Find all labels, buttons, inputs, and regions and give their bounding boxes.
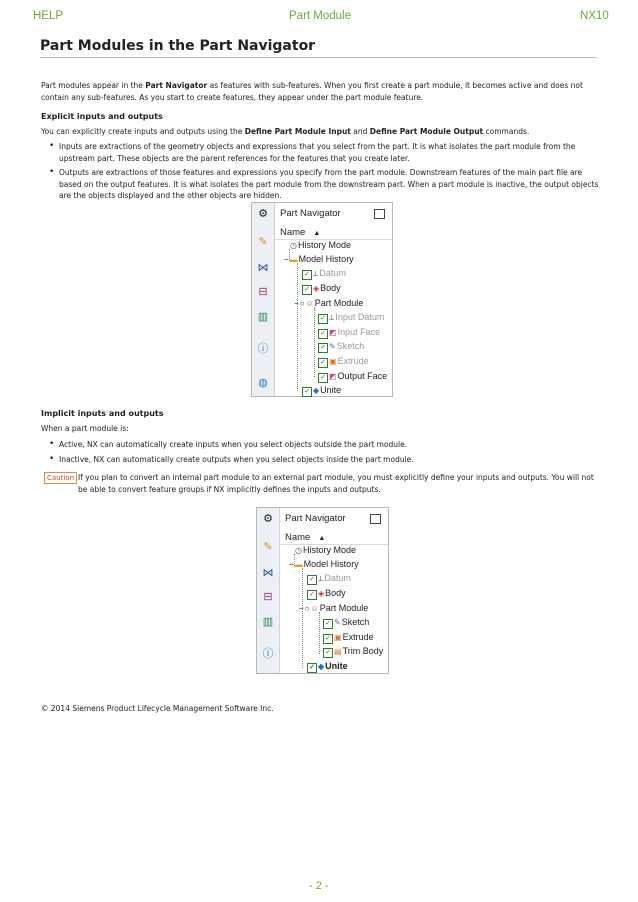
tree-item-label: Extrude [342,632,374,642]
tree-item-sketch[interactable] [318,341,364,353]
column-header-name[interactable] [280,227,320,238]
face-icon: ◩ [329,328,337,337]
sort-ascending-icon: ▲ [313,230,321,237]
tree-item-body[interactable] [307,588,346,600]
checkbox-checked[interactable]: ✓ [302,285,312,295]
intro-text-2: as features with sub-features. When you first create a part module, it becomes active and does not contain any sub-features. As you start to create features, they appear under the part module feature. [41,81,583,102]
body-icon: ◈ [318,589,325,598]
explicit-and: and [350,127,370,136]
collapse-icon[interactable]: − [299,604,304,613]
tree-item-label: History Mode [297,240,351,250]
bullet-text: Active, NX can automatically create inputs when you select objects outside the part module. [59,440,408,449]
tree-item-label: History Mode [302,545,356,555]
bullet-icon: • [49,167,55,177]
tree-item-unite[interactable] [302,385,341,397]
tree-item-history-mode[interactable] [290,240,351,251]
implicit-lead: When a part module is: [41,424,129,433]
tree-item-part-module[interactable] [294,298,363,309]
tree-item-datum[interactable] [307,573,351,585]
explicit-lead [41,126,601,138]
tree-item-input-face[interactable] [318,327,380,339]
tree-line [302,568,303,668]
collapse-icon[interactable]: − [294,299,299,308]
checkbox-checked[interactable]: ✓ [318,373,328,383]
tree-line [297,263,298,391]
part-module-icon: ☺ [305,299,314,308]
settings-gear-icon[interactable]: ⚙ [258,208,268,220]
tree-item-label: Model History [303,559,359,569]
caution-note [44,472,604,494]
explicit-heading: Explicit inputs and outputs [41,112,163,121]
unite-icon: ◆ [313,386,320,395]
tree-item-model-history[interactable] [289,559,359,570]
datum-icon: ⟂ [313,269,319,278]
checkbox-checked[interactable]: ✓ [307,663,317,673]
constraint-navigator-icon[interactable]: ⋈ [257,262,269,274]
tree-item-label: Model History [298,254,354,264]
checkbox-checked[interactable]: ✓ [318,329,328,339]
intro-text-1: Part modules appear in the [41,81,146,90]
folder-icon: ▬ [289,255,298,264]
sort-ascending-icon: ▲ [318,535,326,542]
tree-item-label: Sketch [336,341,365,351]
face-icon: ◩ [329,372,337,381]
implicit-heading: Implicit inputs and outputs [41,409,164,418]
checkbox-checked[interactable]: ✓ [323,634,333,644]
tree-item-label: Datum [324,573,351,583]
column-label: Name [280,227,306,238]
resource-bar [252,203,275,396]
bullet-text: Outputs are extractions of those features and expressions you specify from the part module. Downstream features of the main part file are based on the output features. It is what isolates the part module from the downstream part. When a part module is inactive, the output objects are the objects displayed and the other objects are hidden. [59,168,599,200]
tree-line [314,307,315,377]
tree-item-label: Sketch [341,617,370,627]
column-header-name[interactable] [285,532,325,543]
caution-text: If you plan to convert an internal part module to an external part module, you must explicitly define your inputs and outputs. You will not be able to convert feature groups if NX implicitly defines the inputs and outputs. [78,473,594,494]
radio-icon[interactable]: ○ [304,604,310,613]
part-module-icon: ☺ [310,604,319,613]
bullet-text: Inputs are extractions of the geometry objects and expressions that you select from the part. It is what isolates the part module from the upstream part. These objects are the parent references for the features that you create later. [59,142,576,163]
constraint-navigator-icon[interactable]: ⋈ [262,567,274,579]
resource-bar [257,508,280,673]
explicit-bullet-2 [49,167,602,202]
bullet-icon: • [49,454,55,464]
part-navigator-icon[interactable]: ⊟ [263,591,273,603]
header-version: NX10 [580,10,609,22]
sketch-icon: ✎ [334,618,341,627]
tree-item-datum[interactable] [302,268,346,280]
part-navigator-icon[interactable]: ⊟ [258,286,268,298]
collapse-icon[interactable]: − [284,255,289,264]
header-module: Part Module [289,10,352,22]
tree-item-label: Part Module [319,603,369,613]
column-label: Name [285,532,311,543]
tree-item-history-mode[interactable] [295,545,356,556]
tree-item-label: Body [325,588,346,598]
tree-item-unite[interactable] [307,661,348,673]
intro-bold: Part Navigator [145,81,208,90]
tree-item-label: Unite [320,385,342,395]
page-title: Part Modules in the Part Navigator [40,38,316,54]
checkbox-checked[interactable]: ✓ [318,358,328,368]
extrude-icon: ▣ [329,357,337,366]
tree-item-label: Part Module [314,298,364,308]
folder-icon: ▬ [294,560,303,569]
tree-item-sketch[interactable] [323,617,369,629]
info-icon[interactable]: ⓘ [257,343,269,355]
caution-badge: Caution [44,472,77,484]
web-browser-icon[interactable]: ◍ [258,377,268,389]
assembly-navigator-icon[interactable]: ✎ [258,236,268,248]
settings-gear-icon[interactable]: ⚙ [263,513,273,525]
tree-item-label: Input Datum [335,312,385,322]
history-mode-icon: ◷ [295,546,302,555]
tree-item-label: Output Face [337,371,388,381]
explicit-lead-end: commands. [483,127,530,136]
navigator-title: Part Navigator [280,208,341,219]
bullet-icon: • [49,439,55,449]
tree-item-model-history[interactable] [284,254,354,265]
page-number: - 2 - [309,880,329,892]
explicit-bullet-1 [49,141,602,164]
body-icon: ◈ [313,284,320,293]
part-navigator-panel [251,202,393,397]
intro-paragraph [41,80,601,104]
history-mode-icon: ◷ [290,241,297,250]
navigator-title: Part Navigator [285,513,346,524]
checkbox-checked[interactable]: ✓ [302,387,312,397]
cmd-define-output: Define Part Module Output [369,127,484,136]
tree-item-label: Input Face [337,327,381,337]
tree-item-label: Extrude [337,356,369,366]
checkbox-checked[interactable]: ✓ [307,590,317,600]
bullet-icon: • [49,141,55,151]
datum-icon: ⟂ [318,574,324,583]
cmd-define-input: Define Part Module Input [244,127,351,136]
bullet-text: Inactive, NX can automatically create outputs when you select objects inside the part module. [59,455,414,464]
assembly-navigator-icon[interactable]: ✎ [263,541,273,553]
implicit-bullet-1 [49,439,602,451]
tree-item-body[interactable] [302,283,341,295]
tree-item-label: Datum [319,268,346,278]
checkbox-checked[interactable]: ✓ [323,648,333,658]
checkbox-checked[interactable]: ✓ [307,575,317,585]
tree-item-extrude[interactable] [318,356,369,368]
reuse-library-icon[interactable]: ▥ [257,311,269,323]
tree-line [319,612,320,654]
unite-icon: ◆ [318,662,325,671]
tree-item-input-datum[interactable] [318,312,384,324]
radio-icon[interactable]: ○ [299,299,305,308]
sketch-icon: ✎ [329,342,336,351]
tree-item-trim-body[interactable] [323,646,383,658]
tree-item-extrude[interactable] [323,632,374,644]
part-navigator-panel-2 [256,507,389,674]
title-block [40,38,597,58]
tree-item-output-face[interactable] [318,371,387,383]
extrude-icon: ▣ [334,633,342,642]
checkbox-checked[interactable]: ✓ [318,343,328,353]
explicit-lead-text: You can explicitly create inputs and outputs using the [41,127,245,136]
checkbox-checked[interactable]: ✓ [318,314,328,324]
checkbox-checked[interactable]: ✓ [302,270,312,280]
maximize-icon[interactable] [374,209,385,219]
implicit-bullet-2 [49,454,602,466]
collapse-icon[interactable]: − [289,560,294,569]
info-icon[interactable]: ⓘ [262,648,274,660]
tree-item-label: Trim Body [342,646,384,656]
header-help: HELP [33,10,64,22]
reuse-library-icon[interactable]: ▥ [262,616,274,628]
checkbox-checked[interactable]: ✓ [323,619,333,629]
tree-item-part-module[interactable] [299,603,368,614]
copyright: © 2014 Siemens Product Lifecycle Management Software Inc. [41,704,274,713]
tree-item-label: Unite [325,661,348,671]
tree-item-label: Body [320,283,341,293]
datum-icon: ⟂ [329,313,335,322]
trim-body-icon: ▤ [334,647,342,656]
maximize-icon[interactable] [370,514,381,524]
